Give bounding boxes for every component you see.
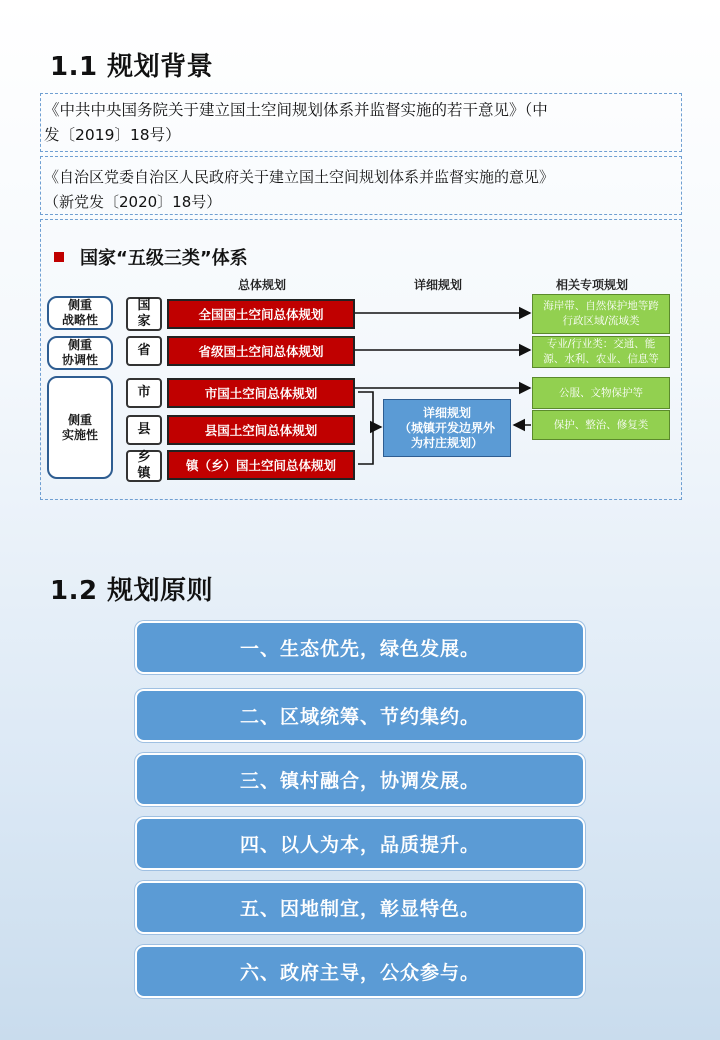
section-title-principles: 1.2 规划原则: [50, 576, 214, 606]
master-plan-town: 镇（乡）国土空间总体规划: [167, 450, 355, 480]
detail-plan-line2: （城镇开发边界外: [398, 421, 495, 435]
principle-4: 四、以人为本，品质提升。: [135, 817, 585, 870]
master-plan-province: 省级国土空间总体规划: [167, 336, 355, 366]
detail-plan-line3: 为村庄规划）: [410, 436, 483, 450]
detail-plan-line1: 详细规划: [422, 406, 471, 420]
level-town: 乡 镇: [126, 450, 162, 482]
level-county: 县: [126, 415, 162, 445]
special-plan-county: 保护、整治、修复类: [532, 410, 670, 440]
policy-doc-1-line1: 《中共中央国务院关于建立国土空间规划体系并监督实施的若干意见》（中: [44, 101, 548, 119]
level-province: 省: [126, 336, 162, 366]
side-label-implementation: 侧重 实施性: [47, 376, 113, 479]
policy-doc-2-line1: 《自治区党委自治区人民政府关于建立国土空间规划体系并监督实施的意见》: [44, 168, 555, 186]
side-label-strategic: 侧重 战略性: [47, 296, 113, 330]
special-plan-province: 专业/行业类：交通、能源、水利、农业、信息等: [532, 336, 670, 368]
principle-6: 六、政府主导，公众参与。: [135, 945, 585, 998]
side-label-coordinative: 侧重 协调性: [47, 336, 113, 370]
principle-3: 三、镇村融合，协调发展。: [135, 753, 585, 806]
principle-1: 一、生态优先，绿色发展。: [135, 621, 585, 674]
system-subheading-text: 国家“五级三类”体系: [80, 248, 248, 269]
section-title-background: 1.1 规划背景: [50, 52, 214, 82]
master-plan-county: 县国土空间总体规划: [167, 415, 355, 445]
policy-doc-2-line2: （新党发〔2020〕18号）: [44, 193, 222, 211]
master-plan-city: 市国土空间总体规划: [167, 378, 355, 408]
special-plan-national: 海岸带、自然保护地等跨行政区域/流域类: [532, 294, 670, 334]
level-city: 市: [126, 378, 162, 408]
policy-doc-1-line2: 发〔2019〕18号）: [44, 126, 181, 144]
level-national: 国 家: [126, 297, 162, 331]
arrow-bracket-to-detail: [358, 392, 373, 464]
header-detail-plan: 详细规划: [414, 278, 463, 292]
principle-5: 五、因地制宜，彰显特色。: [135, 881, 585, 934]
header-master-plan: 总体规划: [238, 278, 287, 292]
special-plan-city: 公服、文物保护等: [532, 377, 670, 409]
header-special-plan: 相关专项规划: [556, 278, 629, 292]
principle-2: 二、区域统筹、节约集约。: [135, 689, 585, 742]
master-plan-national: 全国国土空间总体规划: [167, 299, 355, 329]
